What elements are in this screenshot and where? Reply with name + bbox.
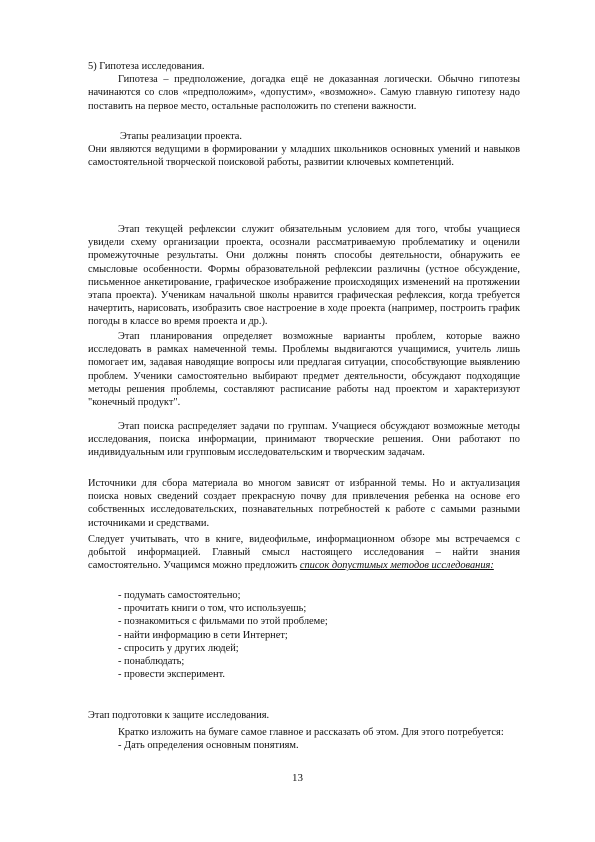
note-emphasis: список допустимых методов исследования: <box>299 560 494 572</box>
list-item: - прочитать книги о том, что используешь; <box>118 603 307 615</box>
defense-paragraph: Кратко изложить на бумаге самое главное и рассказать об этом. Для этого потребуется: <box>118 727 504 739</box>
note-section <box>88 533 520 573</box>
defense-item: - Дать определения основным понятиям. <box>118 740 299 752</box>
reflection-paragraph: Этап текущей рефлексии служит обязательным условием для того, чтобы учащиеся увидели схему организации проекта, осознали рассматриваемую проблематику и оценили промежуточные результаты. Они должны понять способы деятельности, обнаружить ее смысловые особенности. Формы образовательной рефлексии различны (устное обсуждение, письменное анкетирование, графическое изображение происходящих изменений на протяжении этапа проекта). Ученикам начальной школы нравится графическая рефлексия, когда требуется начертить, нарисовать, изобразить свое настроение в ходе проекта (например, построить график погоды в классе во время проекта и др.). <box>88 224 520 328</box>
sources-paragraph: Источники для сбора материала во многом зависят от избранной темы. Но и актуализация поиска новых сведений создает прекрасную почву для привлечения ребенка на основе его собственных исследовательских, познавательных потребностей к работе с самыми разными источниками и средствами. <box>88 478 520 529</box>
defense-heading: Этап подготовки к защите исследования. <box>88 710 270 721</box>
planning-paragraph: Этап планирования определяет возможные варианты проблем, которые важно исследовать в рамках намеченной темы. Проблемы выдвигаются учащимися, учитель лишь помогает им, задавая наводящие вопросы или предлагая ситуации, способствующие выявлению проблем. Ученики самостоятельно выбирают предмет деятельности, обсуждают подходящие методы решения проблемы, составляют расписание работы над проектом и характеризуют "конечный продукт". <box>88 331 520 409</box>
defense-section <box>88 709 520 753</box>
list-item: - провести эксперимент. <box>118 669 225 681</box>
hypothesis-section <box>88 60 520 113</box>
reflection-section <box>88 223 520 329</box>
hypothesis-heading: 5) Гипотеза исследования. <box>88 61 205 72</box>
list-item: - подумать самостоятельно; <box>118 590 241 601</box>
search-section <box>88 420 520 460</box>
hypothesis-paragraph: Гипотеза – предположение, догадка ещё не доказанная логически. Обычно гипотезы начинаются со слов «предположим», «допустим», «возможно». Самую главную гипотезу надо поставить на первое место, остальные расположить по степени важности. <box>88 74 520 112</box>
planning-section <box>88 330 520 409</box>
stages-paragraph: Они являются ведущими в формировании у младших школьников основных умений и навыков самостоятельной творческой поисковой работы, развитии ключевых компетенций. <box>88 144 520 169</box>
list-item: - найти информацию в сети Интернет; <box>118 629 288 641</box>
list-item: - понаблюдать; <box>118 656 185 668</box>
list-item: - спросить у других людей; <box>118 642 239 654</box>
methods-list-container <box>88 589 520 681</box>
page-number: 13 <box>292 772 303 784</box>
stages-section <box>88 130 520 170</box>
note-paragraph <box>88 533 520 573</box>
sources-section <box>88 477 520 530</box>
search-paragraph: Этап поиска распределяет задачи по группам. Учащиеся обсуждают возможные методы исследования, поиска информации, принимают творческие решения. Они работают по индивидуальным или групповым исследовательским и творческим задачам. <box>88 421 520 459</box>
note-text: Следует учитывать, что в книге, видеофильме, информационном обзоре мы встречаемся с добытой информацией. Главный смысл настоящего исследования – найти знания самостоятельно. Учащимся можно предложить <box>88 534 520 572</box>
methods-list <box>88 589 520 681</box>
stages-heading: Этапы реализации проекта. <box>120 131 242 142</box>
list-item: - познакомиться с фильмами по этой проблеме; <box>118 616 328 628</box>
